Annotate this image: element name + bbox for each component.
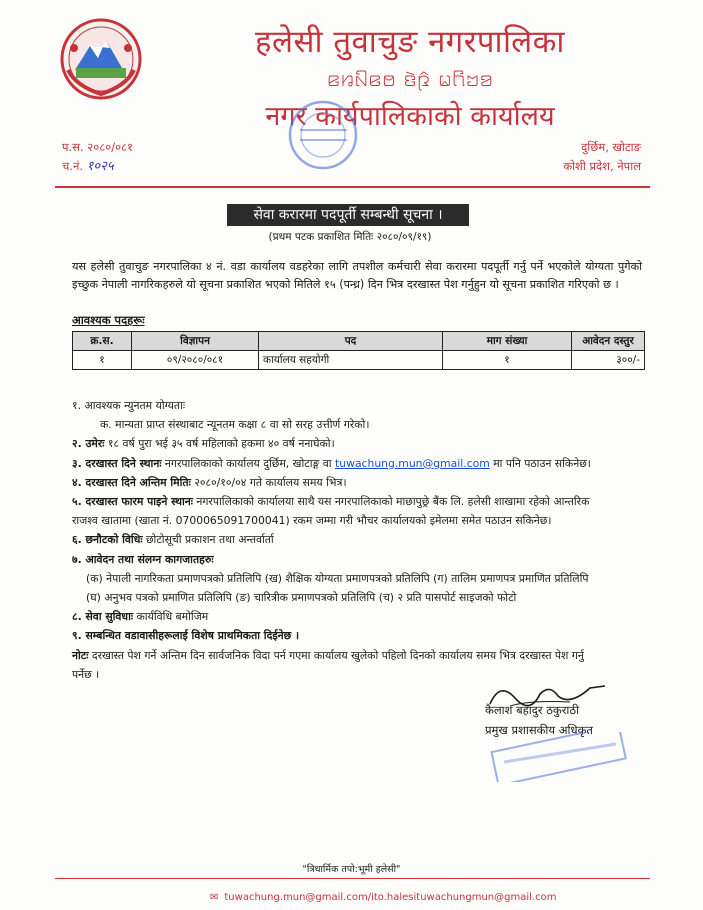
list-item: ५. दरखास्त फारम पाइने स्थानः नगरपालिकाको कार्यालया साथै यस नगरपालिकाको माछापुछ्रे बैंक लि. हलेसी शाखामा रहेको आन्तरिक [72, 495, 590, 509]
list-item: राजश्व खातामा (खाता नं. 0700065091700041) रकम जम्मा गरी भौचर कार्यालयको इमेलमा समेत पठाउन सकिनेछ। [72, 514, 552, 528]
reference-block [62, 138, 133, 176]
footer-email-text[interactable]: tuwachung.mun@gmail.com/ito.halesituwachungmun@gmail.com [224, 892, 557, 903]
table-header-row [73, 332, 645, 351]
note-continued: पर्नेछ । [72, 667, 100, 681]
list-item: क. मान्यता प्राप्त संस्थाबाट न्यूनतम कक्षा ८ वा सो सरह उत्तीर्ण गरेको। [100, 418, 370, 432]
notice-intro: यस हलेसी तुवाचुङ नगरपालिका ४ नं. वडा कार्यालय वडहरेका लागि तपशील कर्मचारी सेवा करारमा पदपूर्ती गर्नु पर्ने भएकोले योग्यता पुगेको इच्छुक नेपाली नागरिकहरुले यो सूचना प्रकाशित भएको मितिले १५ (पन्ध्र) दिन भित्र दरखास्त पेश गर्नुहुन यो सूचना प्रकाशित गरिएको छ । [72, 260, 642, 291]
list-item: ८. सेवा सुविधाः कार्यविधि बमोजिम [72, 610, 209, 624]
list-item: ४. दरखास्त दिने अन्तिम मितिः २०८०/१०/०४ गते कार्यालय समय भित्र। [72, 475, 347, 489]
list-item: १. आवश्यक न्युनतम योग्यताः [72, 399, 186, 412]
office-stamp [275, 100, 371, 170]
reference-number: प.स. २०८०/०८१ [62, 140, 134, 154]
mail-icon: ✉ [210, 892, 219, 903]
signatory-name: कैलाश बहादुर ठकुराठी [485, 703, 580, 717]
list-item: ६. छनौटको विधिः छोटोसूची प्रकाशन तथा अन्तर्वार्ता [72, 533, 274, 547]
cell-advert: ०९/२०८०/०८१ [132, 351, 259, 370]
notice-title: सेवा करारमा पदपूर्ती सम्बन्धी सूचना । [227, 204, 469, 226]
cell-demand: १ [443, 351, 572, 370]
municipality-emblem [60, 18, 142, 100]
list-item: ३. दरखास्त दिने स्थानः नगरपालिकाको कार्यालय दुर्छिम, खोटाङ्ग वा tuwachung.mun@gmail.com मा पनि पठाउन सकिनेछ। [72, 456, 591, 470]
table-row [73, 351, 645, 370]
address-line-2: कोशी प्रदेश, नेपाल [563, 159, 641, 173]
footer-motto: "त्रिधार्मिक तपो:भूमी हलेसी" [302, 864, 401, 875]
office-name: नगर कार्यपालिकाको कार्यालय [265, 101, 555, 132]
col-sn: क्र.स. [73, 332, 132, 351]
list-item: २. उमेरः १८ वर्ष पुरा भई ३५ वर्ष महिलाको हकमा ४० वर्ष ननाघेको। [72, 437, 335, 451]
col-post: पद [259, 332, 443, 351]
cell-sn: १ [73, 351, 132, 370]
cell-post: कार्यालय सहयोगी [259, 351, 443, 370]
designation-stamp [490, 732, 630, 782]
address-block [563, 138, 641, 176]
municipality-name: हलेसी तुवाचुङ नगरपालिका [255, 24, 565, 60]
col-advert: विज्ञापन [132, 332, 259, 351]
required-posts-heading: आवश्यक पदहरूः [72, 313, 145, 327]
note: नोटः दरखास्त पेश गर्ने अन्तिम दिन सार्वजनिक विदा पर्न गएमा कार्यालय खुलेको पहिलो दिनको कार्यालय समय भित्र दरखास्त पेश गर्नु [72, 648, 584, 662]
dispatch-number: च.नं. १०२५ [62, 159, 114, 174]
cell-fee: ३००/- [572, 351, 645, 370]
municipality-name-script: ꤕꤙꤡꤕꤥ ꤢꤧꤐꤨ ꤗꤖꤠꤤ [326, 66, 494, 92]
signatory-position: प्रमुख प्रशासकीय अधिकृत [485, 723, 593, 737]
publish-date: (प्रथम पटक प्रकाशित मितिः २०८०/०९/१९) [268, 231, 432, 243]
footer-divider [55, 878, 650, 879]
posts-table [72, 331, 645, 370]
list-item: ९. सम्बन्धित वडावासीहरूलाई विशेष प्राथमिकता दिईनेछ । [72, 629, 300, 643]
list-item: ७. आवेदन तथा संलग्न कागजातहरुः [72, 552, 214, 566]
list-item: (घ) अनुभव पत्रको प्रमाणित प्रतिलिपि (ङ) चारित्रीक प्रमाणपत्रको प्रतिलिपि (च) २ प्रति पासपोर्ट साइजको फोटो [86, 591, 517, 605]
footer-emails [210, 892, 556, 903]
col-fee: आवेदन दस्तुर [572, 332, 645, 351]
conditions-list [72, 396, 647, 684]
email-link[interactable]: tuwachung.mun@gmail.com [335, 456, 490, 470]
list-item: (क) नेपाली नागरिकता प्रमाणपत्रको प्रतिलिपि (ख) शैक्षिक योग्यता प्रमाणपत्रको प्रतिलिपि (ग) तालिम प्रमाणपत्र प्रमाणित प्रतिलिपि [86, 571, 589, 585]
header-divider [55, 186, 650, 188]
col-demand: माग संख्या [443, 332, 572, 351]
address-line-1: दुर्छिम, खोटाङ [581, 140, 641, 154]
